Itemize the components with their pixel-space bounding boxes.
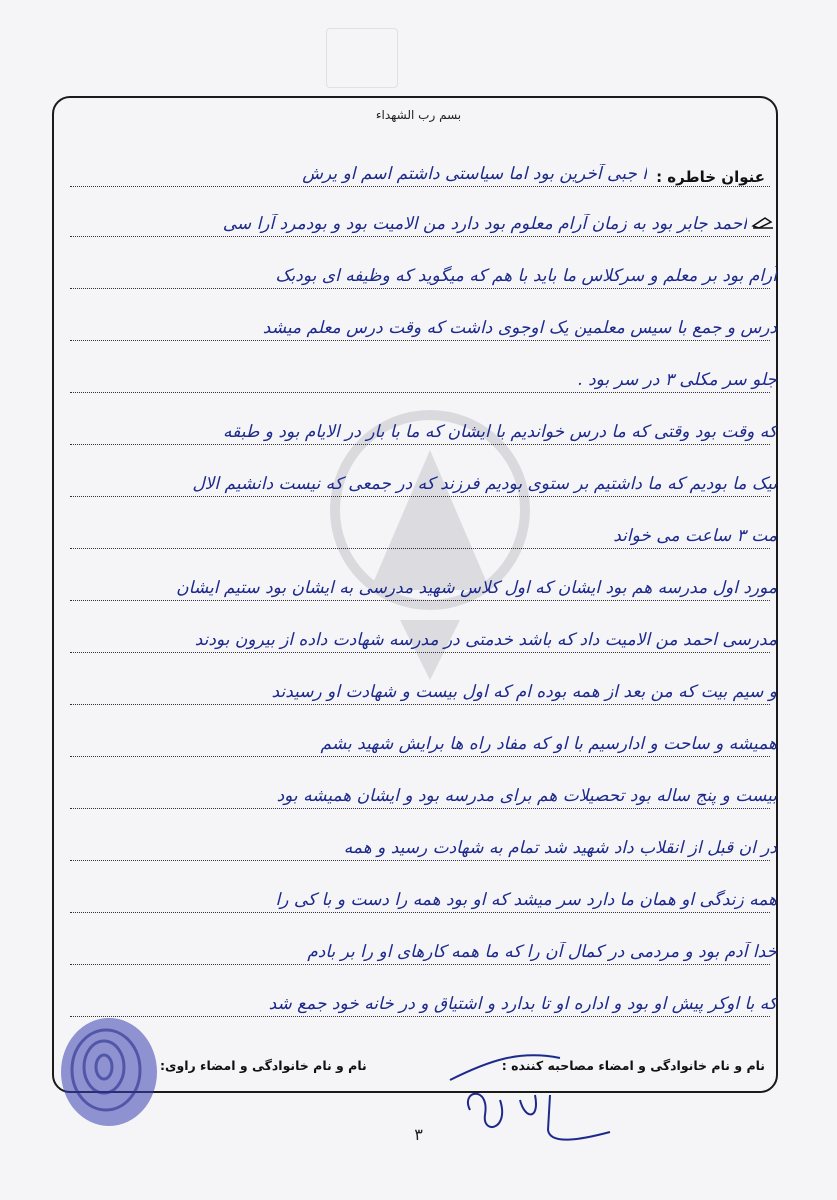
rule-line (70, 288, 770, 289)
page-header: بسم رب الشهداء (375, 108, 462, 122)
rule-line (70, 704, 770, 705)
rule-line (70, 756, 770, 757)
handwritten-line: احمد جابر بود به زمان آرام معلوم بود دارد من الامیت بود و بودمرد آرا سی (222, 214, 747, 234)
handwritten-line: همیشه و ساحت و ادارسیم با او که مفاد راه ها برایش شهید بشم (320, 734, 777, 754)
rule-line (70, 652, 770, 653)
top-faded-stamp (326, 28, 398, 88)
rule-line (70, 392, 770, 393)
rule-line (70, 1016, 770, 1017)
handwritten-line: در ان قبل از انقلاب داد شهید شد تمام به شهادت رسید و همه (343, 838, 777, 858)
handwritten-line: مدرسی احمد من الامیت داد که باشد خدمتی در مدرسه شهادت داده از بیرون بودند (194, 630, 777, 650)
narrator-signature-label: نام و نام خانوادگی و امضاء راوی: (160, 1058, 367, 1073)
memory-title-label: عنوان خاطره : (656, 168, 765, 186)
ink-stamp-icon (54, 1012, 164, 1132)
rule-line (70, 600, 770, 601)
handwritten-line: و سیم بیت که من بعد از همه بوده ام که اول بیست و شهادت او رسیدند (271, 682, 777, 702)
handwritten-line: درس و جمع با سیس معلمین یک اوجوی داشت که وقت درس معلم میشد (262, 318, 777, 338)
rule-line (70, 444, 770, 445)
handwritten-line: که وقت بود وقتی که ما درس خواندیم با ایشان که ما با بار در الایام بود و طبقه (223, 422, 777, 442)
handwritten-line: مت ۳ ساعت می خواند (613, 526, 777, 546)
handwritten-line: جلو سر مکلی ۳ در سر بود . (577, 370, 777, 390)
rule-line (70, 496, 770, 497)
pencil-mark-icon (751, 214, 775, 230)
rule-line (70, 860, 770, 861)
rule-line (70, 808, 770, 809)
page-number: ۳ (414, 1125, 423, 1144)
rule-line (70, 236, 770, 237)
handwritten-line: بیست و پنج ساله بود تحصیلات هم برای مدرسه بود و ایشان همیشه بود (276, 786, 777, 806)
rule-line (70, 912, 770, 913)
handwritten-line: ا جبی آخرین بود اما سیاستی داشتم اسم او یرش (302, 164, 647, 184)
handwritten-line: که با اوکر پیش او بود و اداره او تا بدارد و اشتیاق و در خانه خود جمع شد (268, 994, 777, 1014)
handwritten-line: مورد اول مدرسه هم بود ایشان که اول کلاس شهید مدرسی به ایشان بود ستیم ایشان (176, 578, 777, 598)
handwritten-line: همه زندگی او همان ما دارد سر میشد که او بود همه را دست و با کی را (275, 890, 777, 910)
handwritten-line: آرام بود بر معلم و سرکلاس ما باید با هم که میگوید که وظیفه ای بودبک (275, 266, 777, 286)
handwritten-line: خدا آدم بود و مردمی در کمال آن را که ما همه کارهای او را بر بادم (307, 942, 777, 962)
rule-line (70, 964, 770, 965)
rule-line (70, 340, 770, 341)
rule-line (70, 548, 770, 549)
rule-line (70, 186, 770, 187)
interviewer-signature-label: نام و نام خانوادگی و امضاء مصاحبه کننده : (501, 1058, 765, 1073)
handwritten-line: نیک ما بودیم که ما داشتیم بر ستوی بودیم فرزند که در جمعی که نیست دانشیم الال (192, 474, 777, 494)
